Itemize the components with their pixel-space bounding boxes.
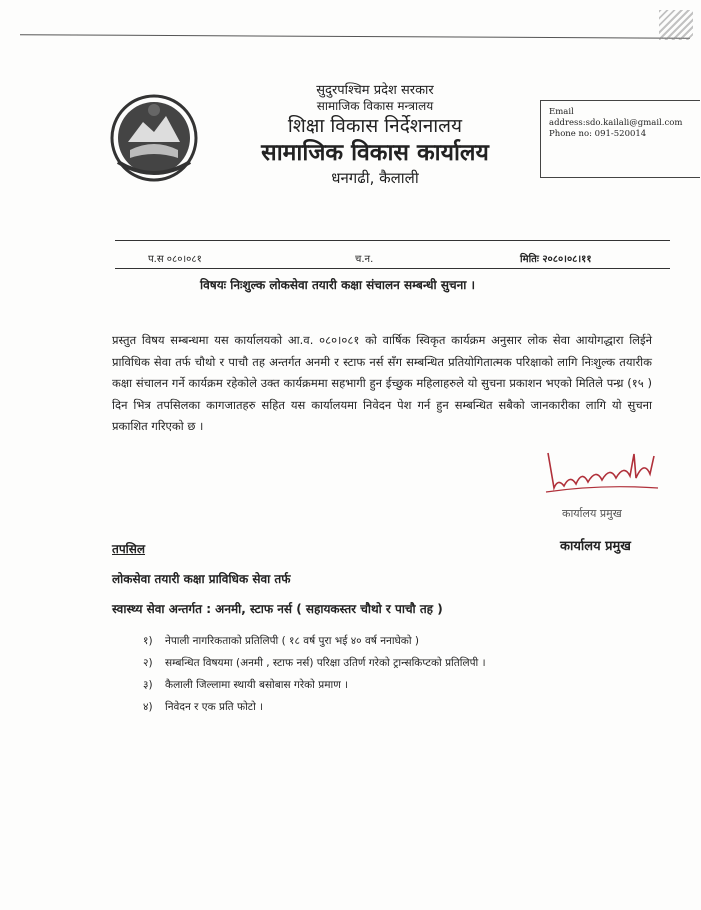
list-item: २) सम्बन्धित विषयमा (अनमी , स्टाफ नर्स) परिक्षा उतिर्ण गरेको ट्रान्सकिप्टको प्रतिलिपी ।	[143, 657, 486, 669]
top-edge-line	[20, 34, 690, 39]
tapsil-line-1: लोकसेवा तयारी कक्षा प्राविधिक सेवा तर्फ	[112, 572, 291, 586]
tapsil-line-2: स्वास्थ्य सेवा अन्तर्गत : अनमी, स्टाफ नर्स ( सहायकस्तर चौथो र पाचौ तह )	[112, 602, 443, 616]
divider-bottom	[115, 268, 670, 269]
divider-top	[115, 240, 670, 241]
list-item: ४) निवेदन र एक प्रति फोटो ।	[143, 701, 264, 713]
list-item: १) नेपाली नागरिकताको प्रतिलिपी ( १८ वर्ष पुरा भई ४० वर्ष ननाघेको )	[143, 635, 420, 647]
signature-title-handwritten: कार्यालय प्रमुख	[562, 507, 622, 520]
reference-number: प.स ०८०।०८१	[148, 254, 202, 265]
header-line-ministry: सामाजिक विकास मन्त्रालय	[316, 99, 434, 113]
subject-line: विषयः निःशुल्क लोकसेवा तयारी कक्षा संचालन सम्बन्धी सुचना ।	[200, 278, 476, 292]
staple-mark	[659, 10, 693, 40]
letter-date: मितिः २०८०।०८।११	[520, 254, 592, 265]
header-line-location: धनगढी, कैलाली	[331, 169, 419, 187]
contact-box	[540, 100, 700, 178]
list-item: ३) कैलाली जिल्लामा स्थायी बसोबास गरेको प्रमाण ।	[143, 679, 349, 691]
contact-email-label: Email	[549, 107, 574, 117]
office-header	[225, 82, 525, 188]
handwritten-signature	[540, 448, 670, 498]
dispatch-number: च.न.	[355, 254, 374, 265]
requirements-list	[143, 630, 486, 718]
header-line-province: सुदुरपश्चिम प्रदेश सरकार	[316, 83, 434, 98]
nepal-emblem-icon	[108, 92, 200, 184]
signature-title: कार्यालय प्रमुख	[560, 539, 631, 554]
tapsil-heading: तपसिल	[112, 542, 146, 556]
contact-address: address:sdo.kailali@gmail.com	[549, 118, 683, 128]
body-paragraph: प्रस्तुत विषय सम्बन्धमा यस कार्यालयको आ.व. ०८०।०८१ को वार्षिक स्विकृत कार्यक्रम अनुसार लोक सेवा आयोगद्धारा लिईने प्राविधिक सेवा तर्फ चौथो र पाचौ तह अन्तर्गत अनमी र स्टाफ नर्स सँग सम्बन्धित प्रतियोगितात्मक परिक्षाको लागि निःशुल्क तयारीक कक्षा संचालन गर्ने कार्यक्रम रहेकोले उक्त कार्यक्रममा सहभागी हुन ईच्छुक महिलाहरुले यो सुचना प्रकाशन भएको मितिले पन्ध्र (१५ ) दिन भित्र तपसिलका कागजातहरु सहित यस कार्यालयमा निवेदन पेश गर्न हुन सम्बन्धित सबैको जानकारीका लागि यो सुचना प्रकाशित गरिएको छ ।	[112, 333, 652, 433]
contact-phone: Phone no: 091-520014	[549, 129, 647, 139]
header-line-office: सामाजिक विकास कार्यालय	[261, 140, 489, 166]
header-line-directorate: शिक्षा विकास निर्देशनालय	[287, 115, 463, 137]
